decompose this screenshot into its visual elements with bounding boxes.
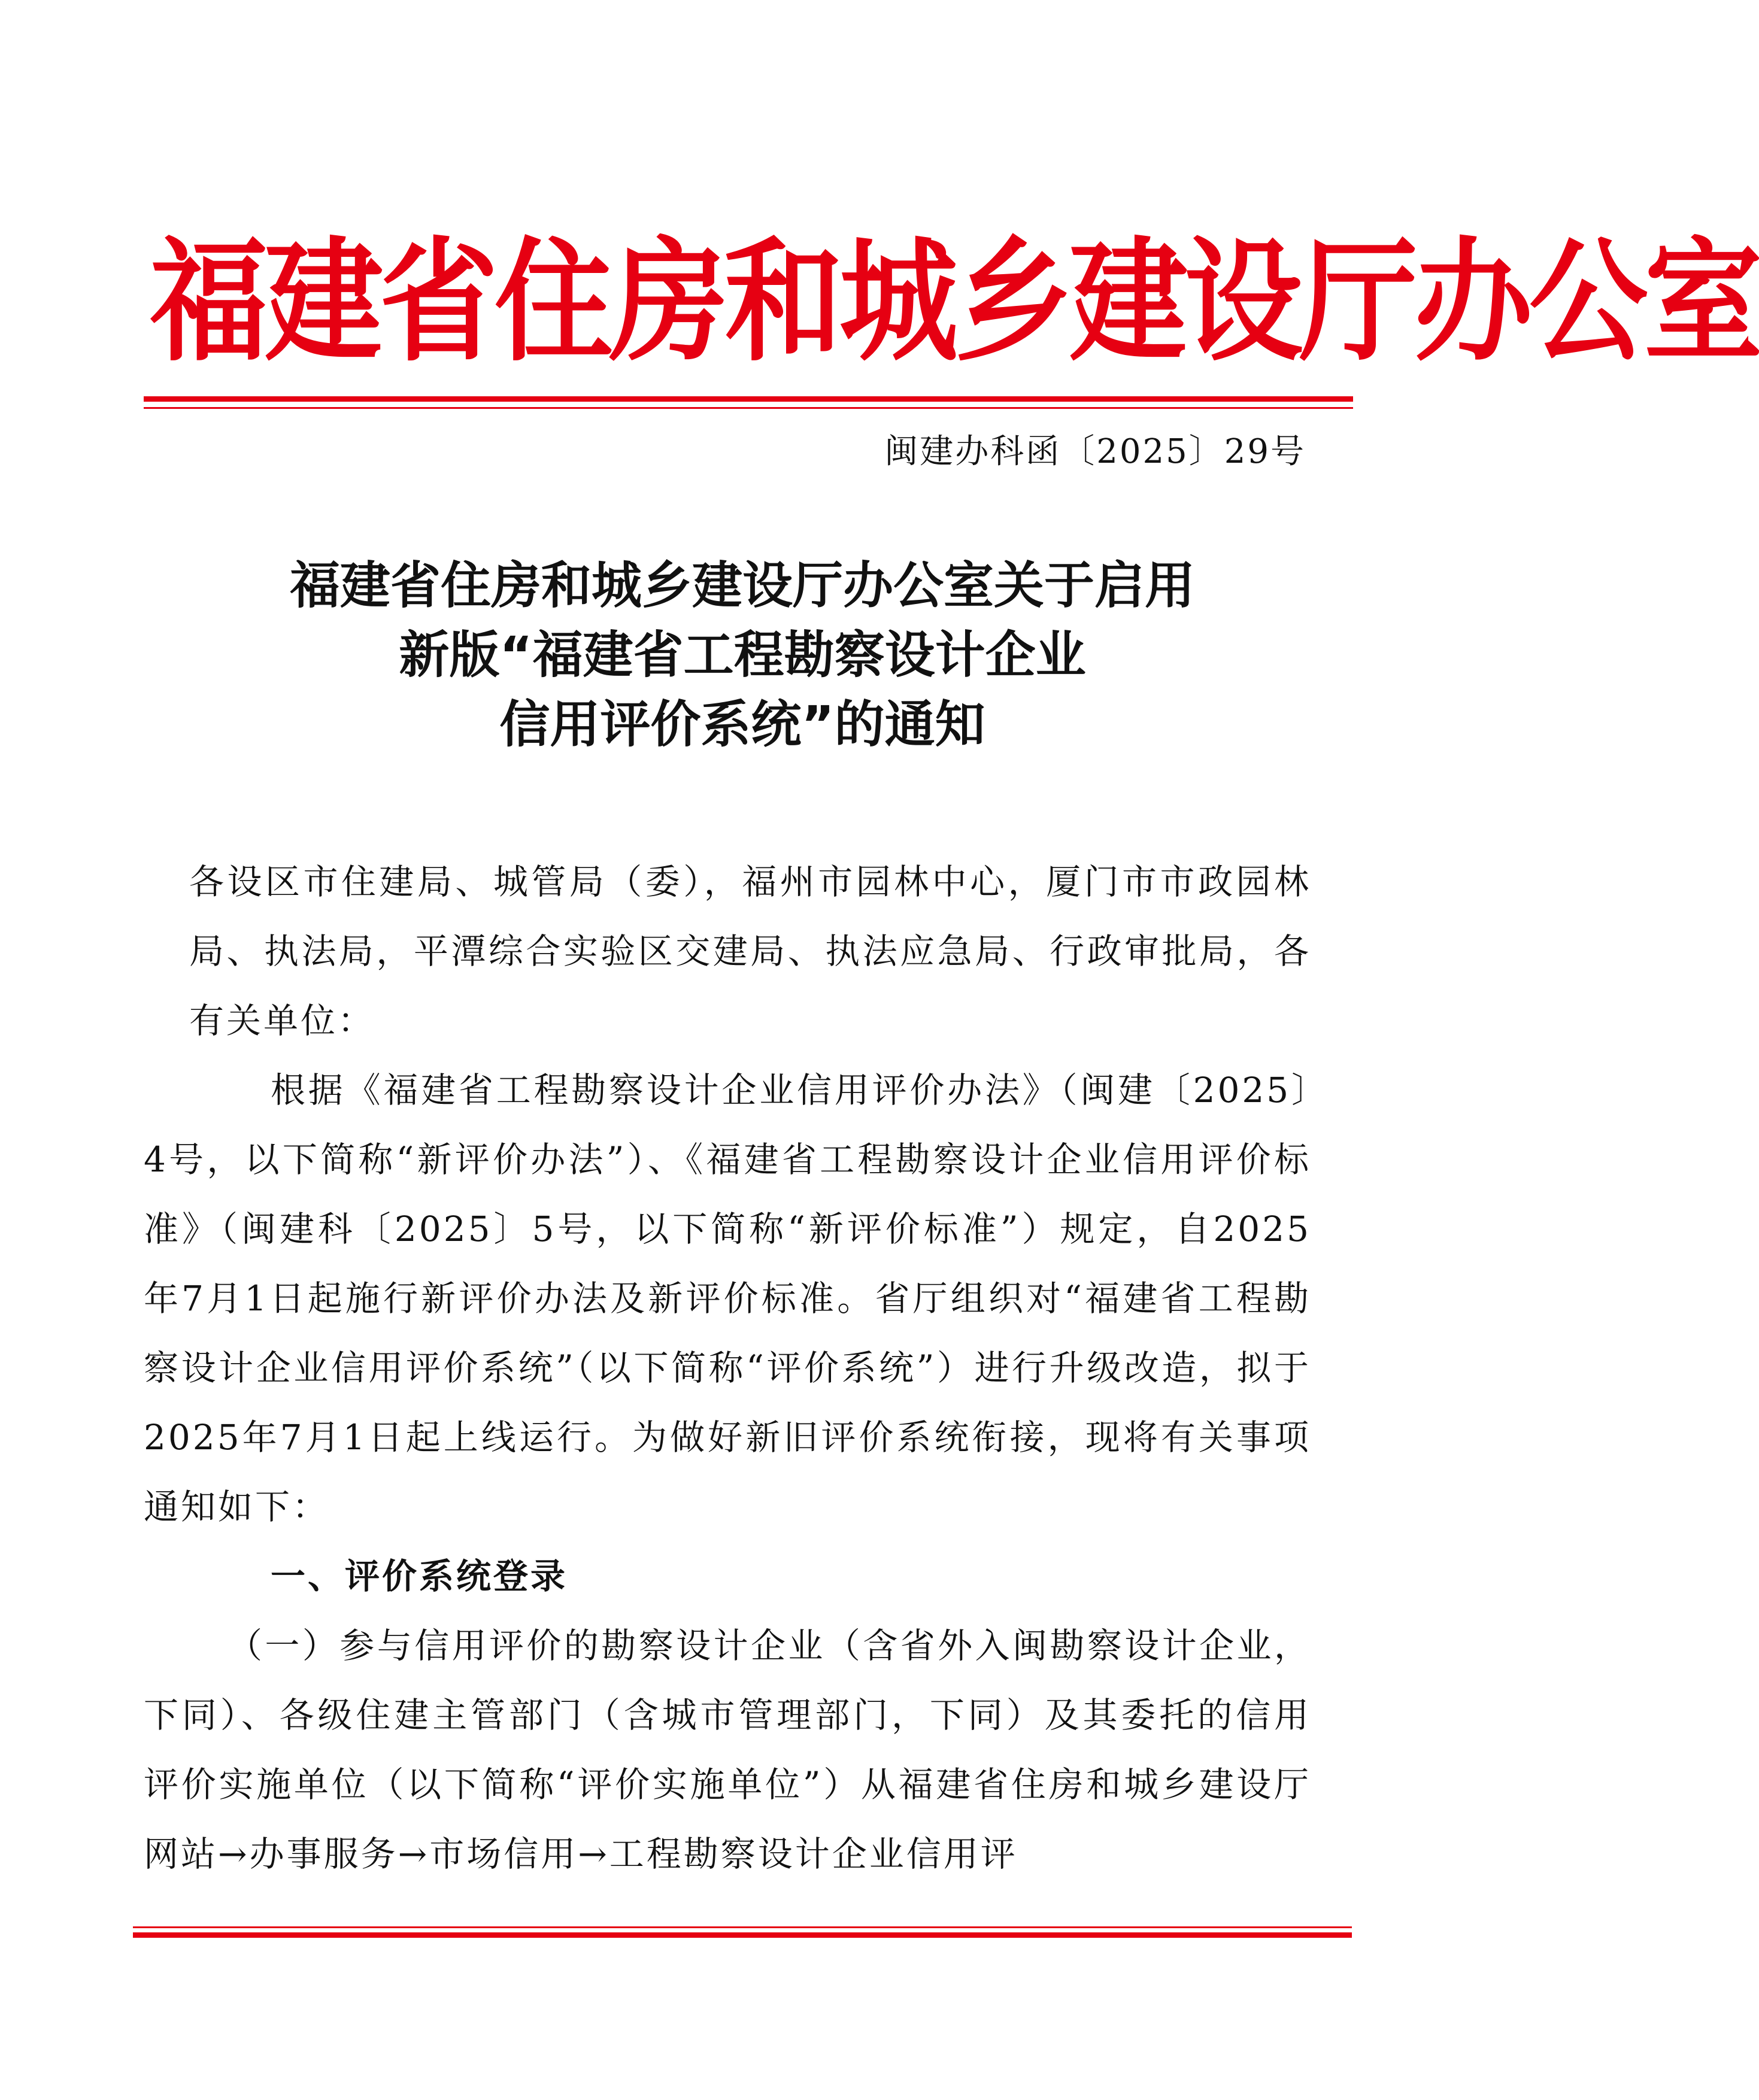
organization-letterhead: 福建省住房和城乡建设厅办公室 (150, 224, 1759, 380)
letterhead-rule-thick (144, 396, 1353, 402)
body-paragraph-1: 根据《福建省工程勘察设计企业信用评价办法》（闽建〔2025〕4号，以下简称“新评价办法”）、《福建省工程勘察设计企业信用评价标准》（闽建科〔2025〕5号，以下简称“新评价标准”）规定，自2025年7月1日起施行新评价办法及新评价标准。省厅组织对“福建省工程勘察设计企业信用评价系统”（以下简称“评价系统”）进行升级改造，拟于2025年7月1日起上线运行。为做好新旧评价系统衔接，现将有关事项通知如下： (144, 1070, 1311, 1527)
addressee-paragraph: 各设区市住建局、城管局（委），福州市园林中心，厦门市市政园林局、执法局，平潭综合实验区交建局、执法应急局、行政审批局，各有关单位： (189, 861, 1311, 1041)
document-title-line-3: 信用评价系统”的通知 (499, 695, 985, 754)
document-title (144, 551, 1341, 759)
document-title-line-2: 新版“福建省工程勘察设计企业 (399, 626, 1086, 684)
document-title-line-1: 福建省住房和城乡建设厅办公室关于启用 (289, 556, 1195, 615)
document-number: 闽建办科函〔2025〕29号 (884, 432, 1306, 471)
body-paragraph-2: （一）参与信用评价的勘察设计企业（含省外入闽勘察设计企业，下同）、各级住建主管部门（含城市管理部门，下同）及其委托的信用评价实施单位（以下简称“评价实施单位”）从福建省住房和城乡建设厅网站→办事服务→市场信用→工程勘察设计企业信用评 (144, 1625, 1311, 1874)
footer-rule-thick (133, 1932, 1352, 1938)
document-body (144, 847, 1311, 1889)
section-heading-1: 一、评价系统登录 (271, 1556, 568, 1597)
footer-rule-thin (133, 1926, 1352, 1928)
letterhead-rule-thin (144, 407, 1353, 409)
